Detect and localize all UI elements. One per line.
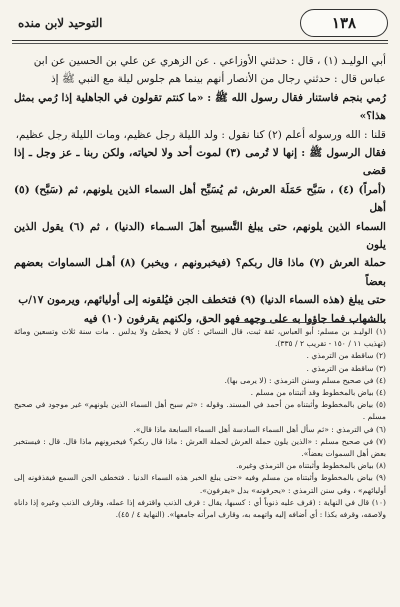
footnote: (٥) بياض بالمخطوط وأثبتناه من أحمد في المسند. وقوله : «ثم سبح أهل السماء الذين يلونهم» غير موجود في صحيح مسلم . [14, 400, 386, 422]
running-title: التوحيد لابن منده [18, 16, 103, 30]
footnote: (٨) بياض بالمخطوط وأثبتناه من الترمذي وغيره. [236, 461, 386, 471]
footnote: (٧) في صحيح مسلم : «الذين يلون حملة العرش لحملة العرش : ماذا قال ربكم؟ فيخبرونهم ماذا قال. قال : فيستخبر بعض أهل السموات بعضاً». [14, 436, 386, 459]
main-text-line: أبي الوليـد (١) ، قال : حدثني الأوزاعي . عن الزهري عن علي بن الحسين عن ابن [33, 55, 386, 67]
main-text-line: فقال الرسول ﷺ : إنها لا تُرمى (٣) لموت أحد ولا لحياته، ولكن ربنا ـ عز وجل ـ إذا قضى [14, 147, 386, 178]
header-rule [12, 40, 388, 41]
footnote: (٤) بياض بالمخطوط وقد أثبتناه من مسلم . [250, 388, 386, 398]
page-header [12, 8, 388, 38]
footnote: (٢) ساقطة من الترمذي . [306, 351, 386, 361]
footnote: (١) الوليـد بن مسلم: أبو العباس، ثقة ثبت، قال النسائي : كان لا يخطئ ولا يدلس . مات سنة ثلاث وتسعين ومائة (تهذيب ١١ / ١٥٠ - تقريب ٢ / ٣٣٥). [14, 327, 386, 349]
footnote: (٩) بياض بالمخطوط وأثبتناه من مسلم وفيه «حتى يبلغ الخبر هذه السماء الدنيا . فتخطف الجن السمع فيقذفونه إلى أوليائهم» ، وفي سنن الترمذي : «يحرفونه» بدل «يقرفون». [14, 473, 386, 495]
main-text-line: (أمراً) (٤) ، سَبَّح حَمَلَة العرش، ثم يُسَبِّح أهل السماء الذين يلونهم، ثم (سَبَّح) (٥) أهل [14, 183, 386, 215]
footnote: (١٠) قال في النهاية : (قرف عليه ذنوباً أي : كسبها، يقال : قرف الذنب واقترفه إذا عمله، وقارف الذنب وغيره إذا داناه ولاصقه، وقرفه بكذا : أي أضافه إليه واتهمه به، وقارف امرأته جامعها». (النهاية ٤ / ٤٥). [14, 497, 386, 520]
main-text [14, 52, 386, 328]
footnote-separator [236, 322, 386, 323]
main-text-line: رُمي بنجم فاستنار فقال رسول الله ﷺ : «ما كنتم تقولون في الجاهلية إذا رُمي بمثل هذا؟» [14, 91, 386, 123]
main-text-line: حملة العرش (٧) ماذا قال ربكم؟ (فيخبرونهم ، ويخبر) (٨) أهـل السماوات بعضهم بعضاً [14, 257, 387, 288]
main-text-line: السماء الذين يلونهم، حتى يبلغ التَّسبيح أهلَ السـماء (الدنيا) ، ثم (٦) يقول الذين يلون [14, 220, 386, 252]
main-text-line: عباس قال : حدثني رجال من الأنصار أنهم بينما هم جلوس ليلة مع النبي ﷺ إذ [50, 73, 386, 86]
footnote: (٤) في صحيح مسلم وسنن الترمذي : (لا يرمى بها). [224, 375, 386, 385]
footnote: (٣) ساقطة من الترمذي . [306, 363, 386, 373]
page-number: ١٣٨ [300, 9, 388, 37]
main-text-line: قلنا : الله ورسوله أعلم (٢) كنا نقول : ولد الليلة رجل عظيم، ومات الليلة رجل عظيم، [15, 128, 386, 141]
main-text-line: حتى يبلغ (هذه السماء الدنيا) (٩) فتخطف الجن فيُلقونه إلى أوليائهم، ويرمون ١٧/ب [18, 294, 386, 307]
footnotes [14, 326, 386, 521]
header-rule-thin [12, 43, 388, 44]
footnote: (٦) في الترمذي : «ثم سأل أهل السماء السادسة أهل السماء السابعة ماذا قال». [133, 424, 386, 434]
main-text-line: بالشهاب فما جاؤوا به على وجهه فهو الحق، ولكنهم يقرفون (١٠) فيه [83, 312, 386, 325]
